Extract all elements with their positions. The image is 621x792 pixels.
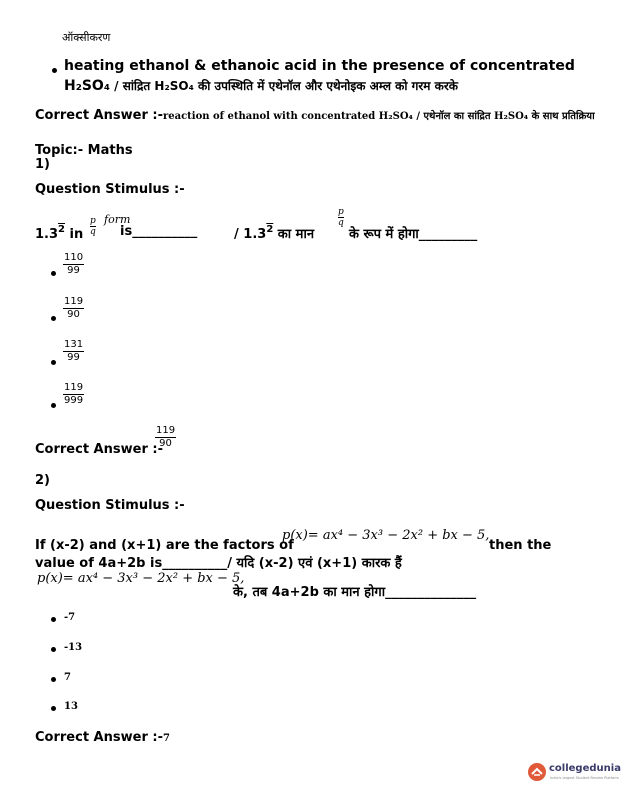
- topic-heading: Topic:- Maths: [35, 143, 133, 158]
- q2-polynomial-hindi: p(x)= ax⁴ − 3x³ − 2x² + bx − 5,: [37, 571, 245, 586]
- q1-correct-answer-label: Correct Answer :-: [35, 442, 163, 457]
- q1-pq-fraction: p q: [90, 216, 96, 237]
- option-1-radio[interactable]: [51, 617, 56, 622]
- option-4-radio[interactable]: [51, 706, 56, 711]
- option-2-text[interactable]: -13: [64, 642, 83, 653]
- prev-option-oxidation: ऑक्सीकरण: [62, 31, 111, 44]
- option-3-text[interactable]: 7: [64, 672, 71, 683]
- q1-hindi-suffix: के रूप में होगा_________: [349, 227, 478, 242]
- option-3-radio[interactable]: [51, 360, 56, 365]
- q2-then-the: then the: [489, 538, 552, 553]
- option-1-fraction[interactable]: $\frac{110}{99}$: [64, 252, 84, 276]
- question-2-stimulus-label: Question Stimulus :-: [35, 498, 185, 513]
- question-2-number: 2): [35, 473, 50, 488]
- collegedunia-tagline: India's largest Student Review Platform: [550, 776, 619, 780]
- correct-answer-label: Correct Answer :-: [35, 108, 163, 123]
- option-2-radio[interactable]: [51, 316, 56, 321]
- q1-correct-answer-fraction: $\frac{119}{90}$: [156, 425, 176, 449]
- option-1-radio[interactable]: [51, 271, 56, 276]
- option-3-fraction[interactable]: $\frac{131}{99}$: [64, 339, 84, 363]
- option-1-text[interactable]: -7: [64, 612, 76, 623]
- option-4-fraction[interactable]: $\frac{119}{999}$: [64, 382, 84, 406]
- q1-hindi-pq-fraction: p q: [338, 207, 344, 228]
- option-4-text[interactable]: 13: [64, 701, 78, 712]
- option-2-fraction[interactable]: $\frac{119}{90}$: [64, 296, 84, 320]
- prev-correct-answer: [35, 108, 595, 123]
- q1-is-blank: is__________: [120, 224, 198, 239]
- q2-line3: के, तब 4a+2b का मान होगा______________: [233, 585, 477, 600]
- prev-option-heating-line2: [64, 77, 458, 94]
- collegedunia-logo-text: collegedunia: [549, 763, 621, 774]
- collegedunia-logo-icon: [528, 763, 546, 781]
- question-1-number: 1): [35, 157, 50, 172]
- option-2-radio[interactable]: [51, 647, 56, 652]
- question-1-stimulus-label: Question Stimulus :-: [35, 182, 185, 197]
- option-3-radio[interactable]: [51, 677, 56, 682]
- q2-correct-answer-value: 7: [162, 733, 170, 744]
- q2-correct-answer-label: Correct Answer :-: [35, 730, 163, 745]
- q2-line2: value of 4a+2b is__________/ यदि (x-2) एवं (x+1) कारक हैं: [35, 556, 402, 571]
- q1-decimal: $1.3^2$ in: [35, 224, 84, 242]
- q2-correct-answer: [35, 730, 170, 745]
- q1-form-text: form: [104, 213, 131, 226]
- bullet-dot: [52, 68, 57, 73]
- q2-polynomial: p(x)= ax⁴ − 3x³ − 2x² + bx − 5,: [282, 528, 490, 543]
- correct-answer-value: reaction of ethanol with concentrated H₂SO₄ / एथेनॉल का सांद्रित H₂SO₄ के साथ प्रतिक्रिया: [162, 111, 595, 122]
- prev-option-heating: heating ethanol & ethanoic acid in the presence of concentrated: [64, 58, 575, 74]
- prev-option-hindi: / सांद्रित H₂SO₄ की उपस्थिति में एथेनॉल और एथेनोइक अम्ल को गरम करके: [109, 79, 458, 93]
- q1-hindi-decimal: / $1.3^2$ का मान: [234, 224, 315, 242]
- h2so4-formula: H₂SO₄: [64, 78, 110, 94]
- option-4-radio[interactable]: [51, 403, 56, 408]
- q2-line1: If (x-2) and (x+1) are the factors of: [35, 538, 294, 553]
